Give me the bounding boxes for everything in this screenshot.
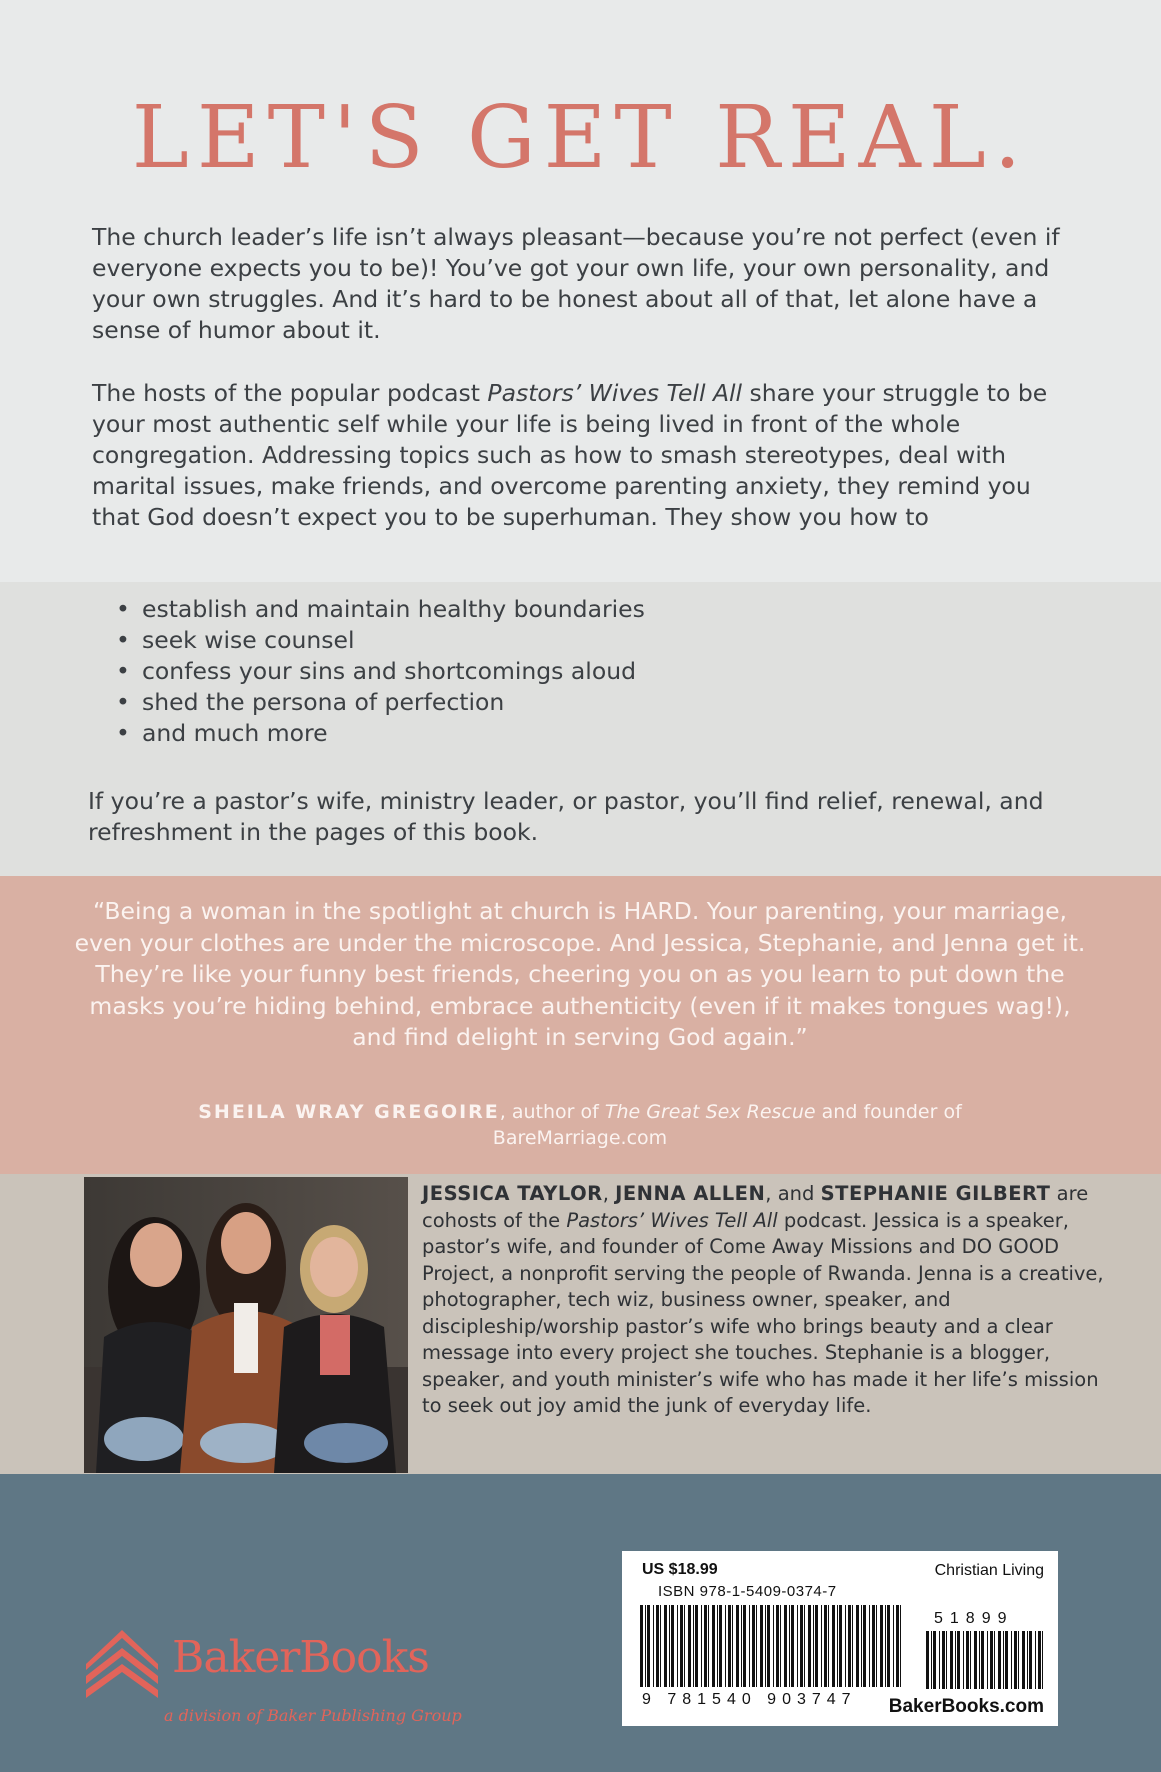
- barcode-bar: [1029, 1631, 1032, 1689]
- barcode-bar: [970, 1631, 971, 1689]
- bio-podcast-title: Pastors’ Wives Tell All: [566, 1208, 778, 1232]
- barcode-bar: [797, 1605, 798, 1687]
- barcode-bar: [994, 1631, 995, 1689]
- barcode-bar: [693, 1605, 694, 1687]
- price: US $18.99: [642, 1561, 718, 1578]
- barcode-bar: [1027, 1631, 1028, 1689]
- publisher-url: BakerBooks.com: [888, 1696, 1044, 1717]
- barcode-bar: [645, 1605, 646, 1687]
- barcode-bar: [760, 1605, 763, 1687]
- barcode-bar: [998, 1631, 1001, 1689]
- barcode-bar: [656, 1605, 659, 1687]
- barcode-bar: [712, 1605, 715, 1687]
- barcode-bar: [979, 1631, 980, 1689]
- barcode-bar: [839, 1605, 842, 1687]
- list-item: • establish and maintain healthy boundaries: [110, 594, 645, 625]
- publisher-logo: [80, 1624, 460, 1734]
- endorser-role-after: and founder of BareMarriage.com: [492, 1101, 962, 1149]
- barcode-bar: [701, 1605, 702, 1687]
- price-addon-barcode: [926, 1631, 1044, 1689]
- barcode-bar: [804, 1605, 805, 1687]
- barcode-bar: [717, 1605, 718, 1687]
- intro-p2-after: share your struggle to be your most authentic self while your life is being lived in front of the whole congregation. Addressing topics such as how to smash stereotypes, deal with marital issues, make friends, and overcome parenting anxiety, they remind you that God doesn’t expect you to be superhuman. They show you how to: [92, 379, 1048, 531]
- endorser-book: The Great Sex Rescue: [604, 1101, 816, 1123]
- author-name-2: JENNA ALLEN: [615, 1182, 766, 1205]
- barcode-bar: [837, 1605, 838, 1687]
- barcode-bar: [1018, 1631, 1019, 1689]
- barcode-digits: 9 781540 903747: [642, 1691, 857, 1708]
- endorser-name: SHEILA WRAY GREGOIRE: [198, 1101, 500, 1123]
- endorsement-attribution: [150, 1099, 1010, 1151]
- list-item: • confess your sins and shortcomings aloud: [110, 656, 645, 687]
- authors-photo-illustration: [84, 1177, 408, 1473]
- barcode-bar: [872, 1605, 875, 1687]
- barcode-bar: [876, 1605, 877, 1687]
- barcode-bar: [931, 1631, 932, 1689]
- barcode-bar: [845, 1605, 846, 1687]
- barcode-bar: [704, 1605, 707, 1687]
- list-item: • seek wise counsel: [110, 625, 645, 656]
- podcast-title: Pastors’ Wives Tell All: [487, 379, 743, 407]
- barcode-bar: [900, 1605, 901, 1687]
- barcode-bar: [824, 1605, 827, 1687]
- endorsement-quote: “Being a woman in the spotlight at church is HARD. Your parenting, your marriage, even your clothes are under the microscope. And Jessica, Stephanie, and Jenna get it. They’re like your funny best friends, cheering you on as you learn to put down the masks you’re hiding behind, embrace authenticity (even if it makes tongues wag!), and find delight in serving God again.”: [74, 897, 1086, 1051]
- barcode-bar: [728, 1605, 731, 1687]
- barcode-bar: [773, 1605, 774, 1687]
- barcode-bar: [880, 1605, 883, 1687]
- closing-paragraph: If you’re a pastor’s wife, ministry leader, or pastor, you’ll find relief, renewal, and refreshment in the pages of this book.: [88, 787, 1044, 846]
- barcode-bar: [780, 1605, 781, 1687]
- barcode-bar: [752, 1605, 755, 1687]
- barcode-bar: [719, 1605, 722, 1687]
- barcode-bar: [732, 1605, 733, 1687]
- barcode-bar: [821, 1605, 822, 1687]
- barcode-bar: [987, 1631, 988, 1689]
- barcode-bar: [981, 1631, 984, 1689]
- barcode-bar: [813, 1605, 814, 1687]
- author-bio: [422, 1181, 1112, 1420]
- barcode-bar: [669, 1605, 670, 1687]
- barcode-bar: [640, 1605, 643, 1687]
- barcode-bar: [736, 1605, 739, 1687]
- barcode-bar: [852, 1605, 853, 1687]
- barcode-bar: [957, 1631, 960, 1689]
- intro-paragraph-1: The church leader’s life isn’t always pleasant—because you’re not perfect (even if everyone expects you to be)! You’ve got your own life, your own personality, and your own struggles. And it’s hard to be honest about all of that, let alone have a sense of humor about it.: [92, 223, 1060, 344]
- barcode-bar: [974, 1631, 977, 1689]
- barcode-bar: [791, 1605, 794, 1687]
- isbn: ISBN 978-1-5409-0374-7: [658, 1583, 837, 1600]
- barcode-bar: [887, 1605, 890, 1687]
- barcode-bar: [1005, 1631, 1008, 1689]
- barcode-bar: [647, 1605, 650, 1687]
- barcode-bar: [926, 1631, 929, 1689]
- bio-text-1: are cohosts of the: [422, 1182, 1089, 1232]
- publisher-tagline: a division of Baker Publishing Group: [164, 1706, 462, 1725]
- price-addon-digits: 51899: [934, 1610, 1014, 1627]
- bio-sep-2: , and: [765, 1182, 821, 1205]
- barcode-bar: [1038, 1631, 1041, 1689]
- barcode-bar: [660, 1605, 661, 1687]
- barcode-bar: [815, 1605, 818, 1687]
- barcode-bar: [749, 1605, 750, 1687]
- barcode-bar: [869, 1605, 870, 1687]
- barcode-bar: [1014, 1631, 1017, 1689]
- list-item: • shed the persona of perfection: [110, 687, 645, 718]
- barcode-bar: [832, 1605, 835, 1687]
- list-item: • and much more: [110, 718, 645, 749]
- author-name-3: STEPHANIE GILBERT: [820, 1182, 1051, 1205]
- barcode-bar: [680, 1605, 683, 1687]
- bio-text-2: podcast. Jessica is a speaker, pastor’s wife, and founder of Come Away Missions and DO GOOD Project, a nonprofit serving the people of Rwanda. Jenna is a creative, photographer, tech wiz, business owner, speaker, and discipleship/worship pastor’s wife who brings beauty and a clear message into every project she touches. Stephanie is a blogger, speaker, and youth minister’s wife who has made it her life’s mission to seek out joy amid the junk of everyday life.: [422, 1208, 1104, 1417]
- barcode-bar: [966, 1631, 969, 1689]
- barcode-bar: [950, 1631, 953, 1689]
- barcode-bar: [756, 1605, 757, 1687]
- barcode-bar: [1035, 1631, 1036, 1689]
- endorser-role-before: , author of: [499, 1101, 605, 1123]
- barcode-bar: [828, 1605, 829, 1687]
- author-name-1: JESSICA TAYLOR: [422, 1182, 603, 1205]
- barcode-bar: [664, 1605, 667, 1687]
- barcode-bar: [1042, 1631, 1043, 1689]
- barcode-bar: [767, 1605, 770, 1687]
- barcode-bar: [963, 1631, 964, 1689]
- barcode-bar: [789, 1605, 790, 1687]
- barcode-bar: [671, 1605, 674, 1687]
- barcode-bar: [893, 1605, 894, 1687]
- barcode-bar: [776, 1605, 779, 1687]
- barcode-bar: [896, 1605, 899, 1687]
- barcode-bar: [1003, 1631, 1004, 1689]
- barcode-bar: [955, 1631, 956, 1689]
- intro-paragraph-2: [92, 378, 1072, 533]
- barcode-bar: [861, 1605, 862, 1687]
- isbn-barcode: [640, 1605, 902, 1687]
- benefit-list: [110, 594, 645, 749]
- barcode-bar: [848, 1605, 851, 1687]
- barcode-bar: [856, 1605, 859, 1687]
- barcode-bar: [885, 1605, 886, 1687]
- barcode-bar: [1011, 1631, 1012, 1689]
- barcode-panel: [622, 1551, 1058, 1726]
- barcode-bar: [677, 1605, 678, 1687]
- barcode-bar: [684, 1605, 685, 1687]
- barcode-bar: [765, 1605, 766, 1687]
- barcode-bar: [725, 1605, 726, 1687]
- barcode-bar: [942, 1631, 945, 1689]
- barcode-bar: [933, 1631, 936, 1689]
- barcode-bar: [695, 1605, 698, 1687]
- category: Christian Living: [934, 1562, 1044, 1579]
- bio-sep-1: ,: [602, 1182, 616, 1205]
- barcode-bar: [800, 1605, 803, 1687]
- barcode-bar: [808, 1605, 811, 1687]
- headline: LET'S GET REAL.: [131, 88, 1030, 188]
- intro-p2-before: The hosts of the popular podcast: [92, 379, 488, 407]
- barcode-bar: [708, 1605, 709, 1687]
- barcode-bar: [688, 1605, 691, 1687]
- barcode-bar: [939, 1631, 940, 1689]
- barcode-bar: [741, 1605, 742, 1687]
- barcode-bar: [990, 1631, 993, 1689]
- publisher-name: BakerBooks: [172, 1632, 429, 1683]
- barcode-bar: [784, 1605, 787, 1687]
- barcode-bar: [863, 1605, 866, 1687]
- barcode-bar: [743, 1605, 746, 1687]
- barcode-bar: [653, 1605, 654, 1687]
- barcode-bar: [946, 1631, 947, 1689]
- authors-photo: [84, 1177, 408, 1473]
- stacked-books-logo-icon: [80, 1624, 164, 1704]
- barcode-bar: [1022, 1631, 1025, 1689]
